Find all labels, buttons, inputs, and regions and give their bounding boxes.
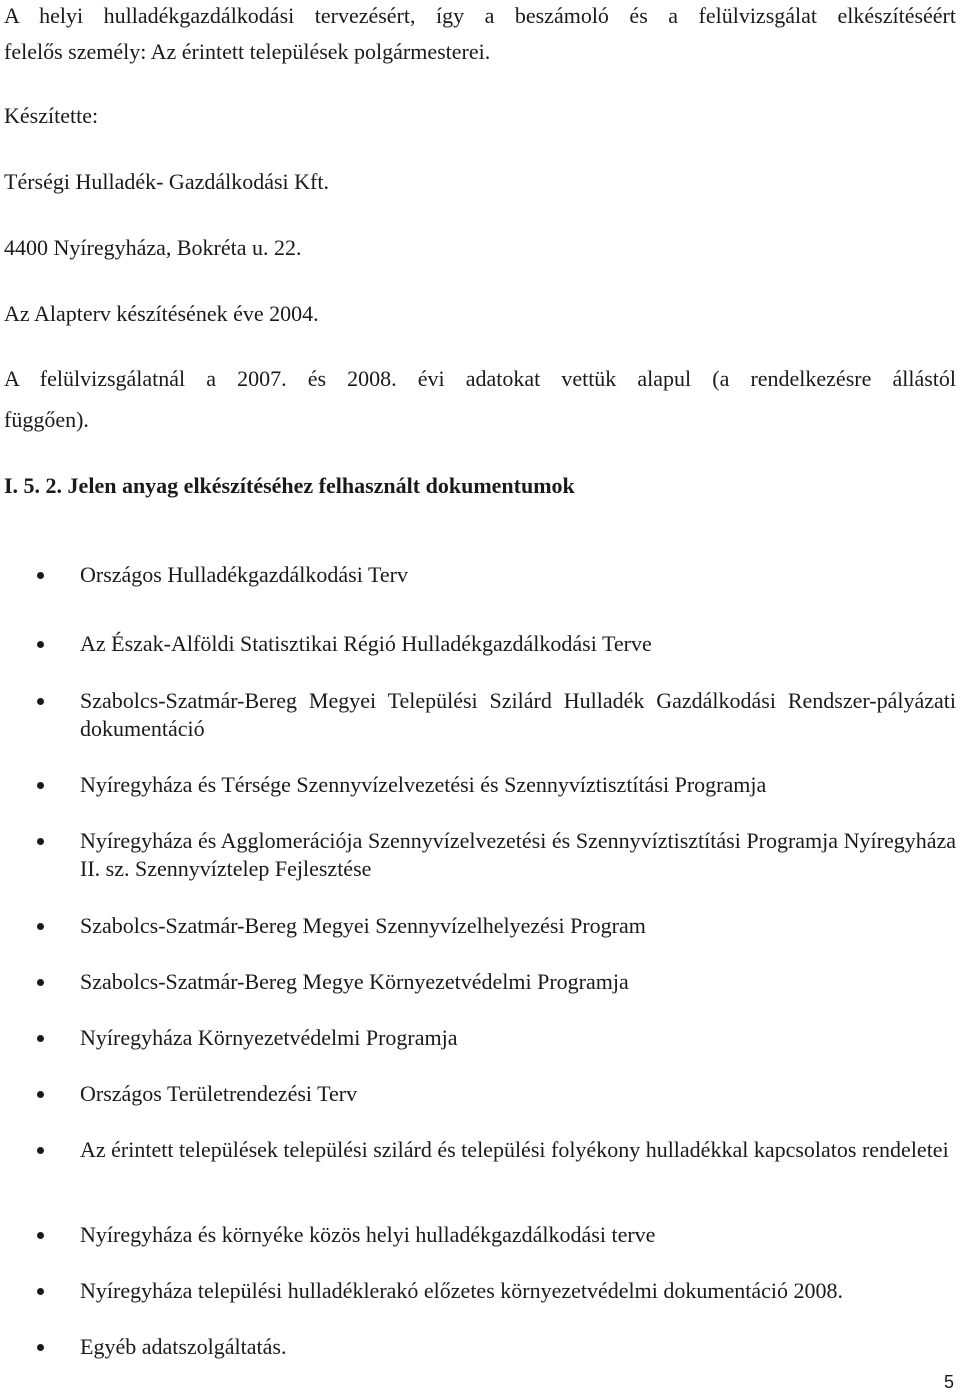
list-item-text: Szabolcs-Szatmár-Bereg Megye Környezetvédelmi Programja xyxy=(80,969,629,994)
bullet-icon xyxy=(37,572,44,579)
bullet-icon xyxy=(37,782,44,789)
list-item-text: Szabolcs-Szatmár-Bereg Megyei Szennyvízelhelyezési Program xyxy=(80,913,646,938)
list-item xyxy=(0,630,956,658)
bullet-icon xyxy=(37,1232,44,1239)
list-item xyxy=(0,912,956,940)
list-item xyxy=(0,687,956,743)
list-item-text: Országos Területrendezési Terv xyxy=(80,1081,358,1106)
list-item-text: Nyíregyháza települési hulladéklerakó előzetes környezetvédelmi dokumentáció 2008. xyxy=(80,1278,843,1303)
bullet-icon xyxy=(37,641,44,648)
review-basis-line-1: A felülvizsgálatnál a 2007. és 2008. évi adatokat vettük alapul (a rendelkezésre állástól xyxy=(4,366,956,391)
base-plan-year: Az Alapterv készítésének éve 2004. xyxy=(4,301,319,326)
bullet-icon xyxy=(37,838,44,845)
list-item-text: Nyíregyháza és környéke közös helyi hulladékgazdálkodási terve xyxy=(80,1222,656,1247)
bullet-icon xyxy=(37,1035,44,1042)
company-address: 4400 Nyíregyháza, Bokréta u. 22. xyxy=(4,235,302,260)
bullet-icon xyxy=(37,1147,44,1154)
list-item xyxy=(0,1221,956,1249)
bullet-icon xyxy=(37,923,44,930)
list-item-text: Szabolcs-Szatmár-Bereg Megyei Települési Szilárd Hulladék Gazdálkodási Rendszer-pályázati dokumentáció xyxy=(80,688,956,741)
list-item xyxy=(0,1080,956,1108)
list-item xyxy=(0,1024,956,1052)
list-item xyxy=(0,771,956,799)
responsible-person-line-2: felelős személy: Az érintett települések polgármesterei. xyxy=(4,39,491,64)
prepared-by-label: Készítette: xyxy=(4,103,99,128)
list-item xyxy=(0,1277,956,1305)
section-heading: I. 5. 2. Jelen anyag elkészítéséhez felhasznált dokumentumok xyxy=(4,473,575,498)
bullet-icon xyxy=(37,698,44,705)
bullet-icon xyxy=(37,1344,44,1351)
responsible-person-line-1: A helyi hulladékgazdálkodási tervezésért, így a beszámoló és a felülvizsgálat elkészítéséért xyxy=(4,3,956,28)
list-item-text: Az érintett települések települési szilárd és települési folyékony hulladékkal kapcsolatos rendeletei xyxy=(80,1137,949,1162)
list-item xyxy=(0,561,956,589)
list-item-text: Országos Hulladékgazdálkodási Terv xyxy=(80,562,408,587)
review-basis-line-2: függően). xyxy=(4,407,89,432)
bullet-icon xyxy=(37,1288,44,1295)
list-item-text: Nyíregyháza és Térsége Szennyvízelvezetési és Szennyvíztisztítási Programja xyxy=(80,772,767,797)
list-item xyxy=(0,968,956,996)
list-item-text: Nyíregyháza és Agglomerációja Szennyvízelvezetési és Szennyvíztisztítási Programja Nyíregyháza II. sz. Szennyvíztelep Fejlesztése xyxy=(80,828,956,881)
list-item xyxy=(0,1136,956,1192)
list-item-text: Nyíregyháza Környezetvédelmi Programja xyxy=(80,1025,458,1050)
bullet-icon xyxy=(37,1091,44,1098)
list-item xyxy=(0,827,956,883)
company-name: Térségi Hulladék- Gazdálkodási Kft. xyxy=(4,169,329,194)
list-item xyxy=(0,1333,956,1361)
list-item-text: Egyéb adatszolgáltatás. xyxy=(80,1334,287,1359)
page-number: 5 xyxy=(943,1372,954,1392)
bullet-icon xyxy=(37,979,44,986)
list-item-text: Az Észak-Alföldi Statisztikai Régió Hulladékgazdálkodási Terve xyxy=(80,631,652,656)
